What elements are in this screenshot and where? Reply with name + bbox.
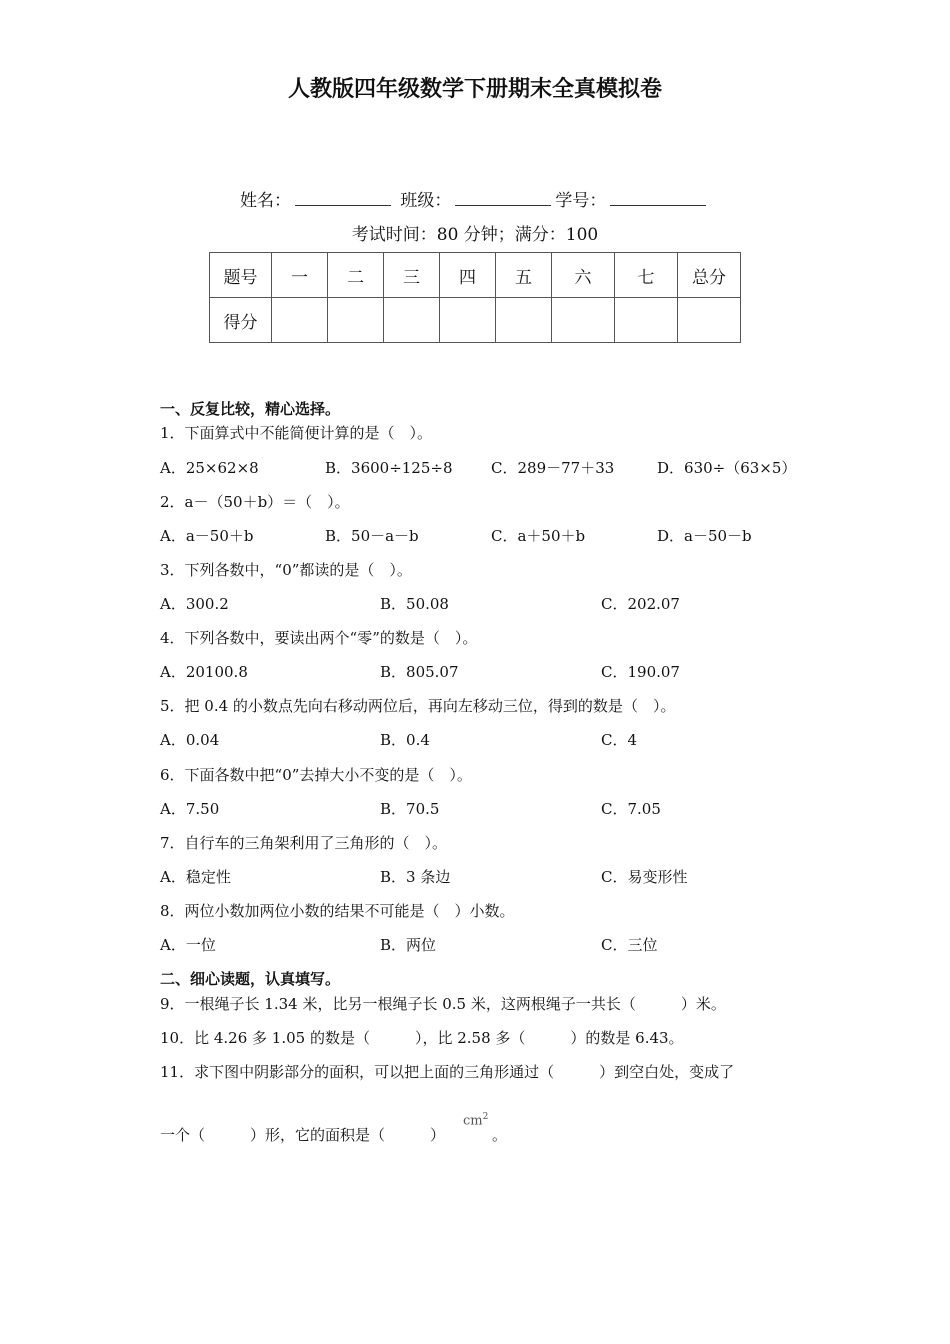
question-11-line-2: [160, 1124, 445, 1145]
area-unit-exponent: 2: [482, 1112, 489, 1122]
id-blank[interactable]: [610, 191, 706, 206]
question-1: 1．下面算式中不能简便计算的是（ ）。: [160, 424, 433, 442]
score-cell: 五: [496, 253, 552, 298]
student-info-line: [240, 186, 710, 211]
area-unit-text: cm: [463, 1113, 483, 1129]
question-10: 10．比 4.26 多 1.05 的数是（ ），比 2.58 多（ ）的数是 6.43。: [160, 1029, 684, 1047]
option[interactable]: A．7.50: [160, 800, 220, 818]
question-11-line-1: 11．求下图中阴影部分的面积，可以把上面的三角形通过（ ）到空白处，变成了: [160, 1063, 735, 1081]
option[interactable]: C．202.07: [601, 595, 680, 613]
name-label: 姓名：: [240, 191, 291, 211]
score-input-cell[interactable]: [678, 298, 741, 343]
option[interactable]: C．三位: [601, 936, 658, 954]
score-table-score-row: [210, 298, 741, 343]
score-cell: 一: [272, 253, 328, 298]
option[interactable]: A．一位: [160, 936, 216, 954]
option[interactable]: A．25×62×8: [160, 459, 259, 477]
score-table: [209, 252, 741, 343]
option[interactable]: A．a－50＋b: [160, 527, 254, 545]
score-cell: 得分: [210, 298, 272, 343]
option[interactable]: D．630÷（63×5）: [657, 459, 797, 477]
question-2: 2．a－（50＋b）＝（ ）。: [160, 493, 350, 511]
question-9: 9．一根绳子长 1.34 米，比另一根绳子长 0.5 米，这两根绳子一共长（ ）米。: [160, 995, 726, 1013]
option[interactable]: D．a－50－b: [657, 527, 752, 545]
name-blank[interactable]: [295, 191, 391, 206]
option[interactable]: C．190.07: [601, 663, 680, 681]
exam-time-line: 考试时间：80 分钟；满分：100: [351, 225, 599, 245]
score-cell: 七: [615, 253, 678, 298]
option[interactable]: A．300.2: [160, 595, 229, 613]
score-input-cell[interactable]: [272, 298, 328, 343]
option[interactable]: A．20100.8: [160, 663, 248, 681]
score-input-cell[interactable]: [328, 298, 384, 343]
question-11-text: 一个（ ）形，它的面积是（ ）: [160, 1126, 446, 1144]
id-label: 学号：: [555, 191, 607, 211]
question-5: 5．把 0.4 的小数点先向右移动两位后，再向左移动三位，得到的数是（ ）。: [160, 697, 676, 715]
question-8: 8．两位小数加两位小数的结果不可能是（ ）小数。: [160, 902, 515, 920]
option[interactable]: A．0.04: [160, 731, 220, 749]
question-7: 7．自行车的三角架利用了三角形的（ ）。: [160, 834, 448, 852]
class-label: 班级：: [400, 191, 452, 211]
score-table-header-row: [210, 253, 741, 298]
score-cell: 总分: [678, 253, 741, 298]
option[interactable]: B．70.5: [380, 800, 440, 818]
score-cell: 三: [384, 253, 440, 298]
question-4: 4．下列各数中，要读出两个“零”的数是（ ）。: [160, 629, 478, 647]
option[interactable]: C．4: [601, 731, 638, 749]
score-input-cell[interactable]: [552, 298, 615, 343]
option[interactable]: C．易变形性: [601, 868, 688, 886]
question-11-end: 。: [492, 1126, 508, 1144]
option[interactable]: B．805.07: [380, 663, 459, 681]
option[interactable]: C．7.05: [601, 800, 661, 818]
section-heading: 二、细心读题，认真填写。: [160, 970, 341, 988]
option[interactable]: B．3600÷125÷8: [325, 459, 453, 477]
option[interactable]: B．50.08: [380, 595, 449, 613]
option[interactable]: C．289－77＋33: [491, 459, 615, 477]
score-cell: 二: [328, 253, 384, 298]
score-input-cell[interactable]: [440, 298, 496, 343]
score-input-cell[interactable]: [384, 298, 440, 343]
option[interactable]: B．两位: [380, 936, 437, 954]
option[interactable]: C．a＋50＋b: [491, 527, 586, 545]
section-heading: 一、反复比较，精心选择。: [160, 400, 341, 418]
area-unit: [463, 1112, 488, 1128]
option[interactable]: B．3 条边: [380, 868, 451, 886]
question-6: 6．下面各数中把“0”去掉大小不变的是（ ）。: [160, 766, 472, 784]
score-input-cell[interactable]: [615, 298, 678, 343]
class-blank[interactable]: [455, 191, 551, 206]
score-input-cell[interactable]: [496, 298, 552, 343]
score-cell: 题号: [210, 253, 272, 298]
option[interactable]: B．0.4: [380, 731, 430, 749]
question-3: 3．下列各数中，“0”都读的是（ ）。: [160, 561, 412, 579]
score-cell: 四: [440, 253, 496, 298]
option[interactable]: A．稳定性: [160, 868, 231, 886]
score-cell: 六: [552, 253, 615, 298]
option[interactable]: B．50－a－b: [325, 527, 419, 545]
page-title: 人教版四年级数学下册期末全真模拟卷: [287, 77, 662, 102]
